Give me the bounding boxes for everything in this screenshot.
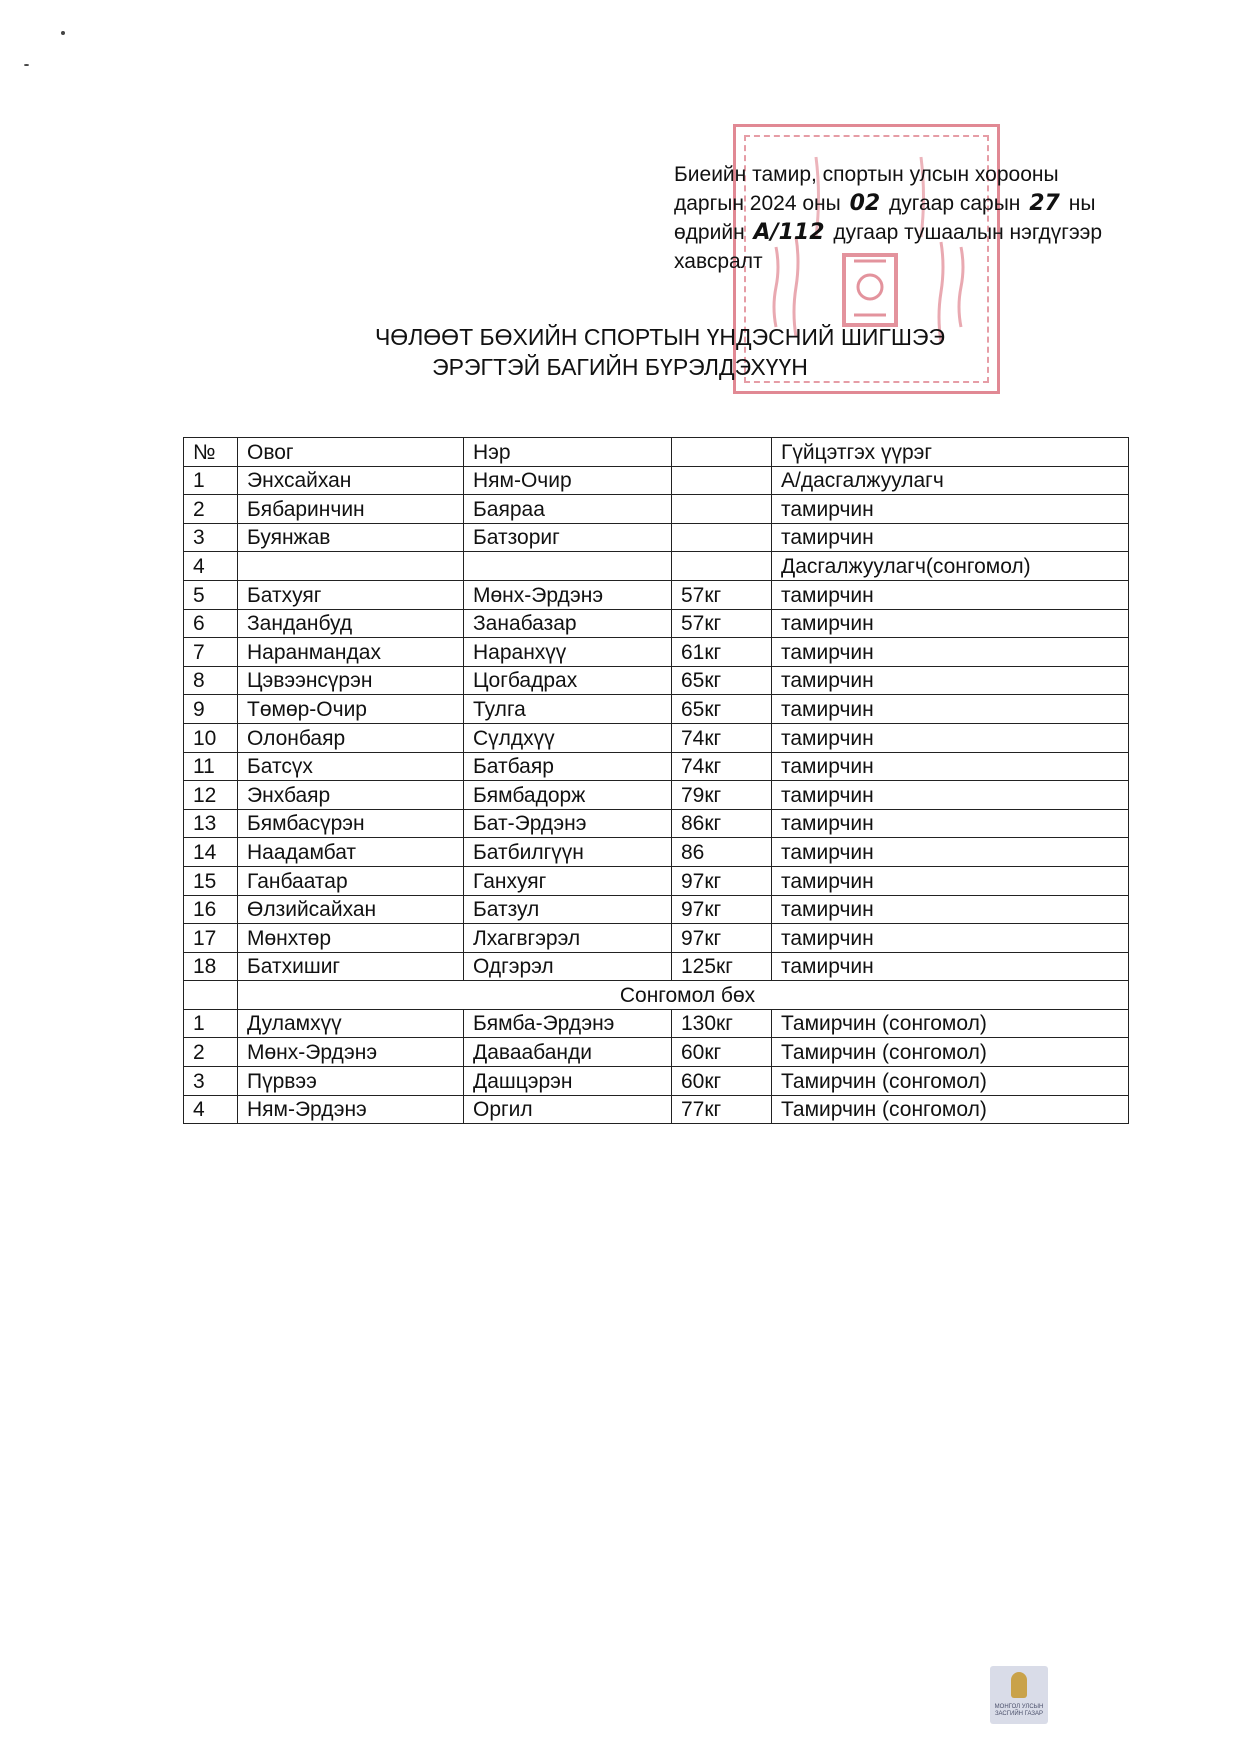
- section-label: Сонгомол бөх: [238, 981, 1129, 1010]
- given-name-cell: Сүлдхүү: [464, 723, 672, 752]
- weight-class-cell: 97кг: [672, 866, 772, 895]
- row-number-cell: 1: [184, 1009, 238, 1038]
- role-cell: тамирчин: [772, 666, 1129, 695]
- given-name-cell: Батзориг: [464, 523, 672, 552]
- weight-class-cell: [672, 552, 772, 581]
- row-number-cell: 8: [184, 666, 238, 695]
- surname-cell: Олонбаяр: [238, 723, 464, 752]
- table-row: [184, 924, 1129, 953]
- role-cell: Тамирчин (сонгомол): [772, 1067, 1129, 1096]
- given-name-cell: Бат-Эрдэнэ: [464, 809, 672, 838]
- row-number-cell: 3: [184, 1067, 238, 1096]
- table-row: [184, 552, 1129, 581]
- role-cell: тамирчин: [772, 495, 1129, 524]
- surname-cell: Овог: [238, 438, 464, 467]
- scan-speck: [24, 64, 29, 66]
- surname-cell: Өлзийсайхан: [238, 895, 464, 924]
- handwritten-order-number: А/112: [753, 220, 825, 245]
- table-row-optional: [184, 1038, 1129, 1067]
- weight-class-cell: 130кг: [672, 1009, 772, 1038]
- role-cell: тамирчин: [772, 924, 1129, 953]
- surname-cell: Цэвээнсүрэн: [238, 666, 464, 695]
- given-name-cell: Батзул: [464, 895, 672, 924]
- row-number-cell: 15: [184, 866, 238, 895]
- weight-class-cell: 86: [672, 838, 772, 867]
- given-name-cell: Дашцэрэн: [464, 1067, 672, 1096]
- table-row: [184, 495, 1129, 524]
- government-logo: [990, 1666, 1048, 1724]
- document-title-line-1: ЧӨЛӨӨТ БӨХИЙН СПОРТЫН ҮНДЭСНИЙ ШИГШЭЭ: [374, 324, 946, 350]
- weight-class-cell: 74кг: [672, 723, 772, 752]
- role-cell: А/дасгалжуулагч: [772, 466, 1129, 495]
- given-name-cell: Батбаяр: [464, 752, 672, 781]
- row-number-cell: 2: [184, 1038, 238, 1067]
- surname-cell: Төмөр-Очир: [238, 695, 464, 724]
- row-number-cell: 4: [184, 1095, 238, 1124]
- header-line-1: Биеийн тамир, спортын улсын хорооны: [674, 163, 1059, 186]
- weight-class-cell: [672, 523, 772, 552]
- table-row: [184, 723, 1129, 752]
- table-row: [184, 638, 1129, 667]
- role-cell: тамирчин: [772, 809, 1129, 838]
- row-number-cell: 18: [184, 952, 238, 981]
- handwritten-month: 02: [849, 191, 881, 216]
- surname-cell: Занданбуд: [238, 609, 464, 638]
- surname-cell: Ням-Эрдэнэ: [238, 1095, 464, 1124]
- role-cell: тамирчин: [772, 523, 1129, 552]
- row-number-cell: 11: [184, 752, 238, 781]
- weight-class-cell: [672, 495, 772, 524]
- logo-caption-1: МОНГОЛ УЛСЫН: [994, 1704, 1044, 1710]
- row-number-cell: 9: [184, 695, 238, 724]
- table-row: [184, 523, 1129, 552]
- table-row: [184, 809, 1129, 838]
- table-row: [184, 666, 1129, 695]
- table-row: [184, 752, 1129, 781]
- row-number-cell: №: [184, 438, 238, 467]
- role-cell: тамирчин: [772, 952, 1129, 981]
- role-cell: Тамирчин (сонгомол): [772, 1095, 1129, 1124]
- table-row: [184, 695, 1129, 724]
- table-row: [184, 838, 1129, 867]
- weight-class-cell: 57кг: [672, 580, 772, 609]
- given-name-cell: Наранхүү: [464, 638, 672, 667]
- table-row: [184, 609, 1129, 638]
- row-number-cell: 1: [184, 466, 238, 495]
- surname-cell: Ганбаатар: [238, 866, 464, 895]
- role-cell: тамирчин: [772, 723, 1129, 752]
- row-number-cell: 3: [184, 523, 238, 552]
- given-name-cell: Оргил: [464, 1095, 672, 1124]
- row-number-cell: 17: [184, 924, 238, 953]
- weight-class-cell: 77кг: [672, 1095, 772, 1124]
- row-number-cell: 2: [184, 495, 238, 524]
- weight-class-cell: 86кг: [672, 809, 772, 838]
- team-roster-table: [183, 437, 1129, 1124]
- weight-class-cell: 57кг: [672, 609, 772, 638]
- role-cell: Тамирчин (сонгомол): [772, 1038, 1129, 1067]
- row-number-cell: 14: [184, 838, 238, 867]
- given-name-cell: [464, 552, 672, 581]
- surname-cell: Батсүх: [238, 752, 464, 781]
- scan-speck: [61, 31, 65, 35]
- table-row: [184, 781, 1129, 810]
- role-cell: Гүйцэтгэх үүрэг: [772, 438, 1129, 467]
- given-name-cell: Ганхуяг: [464, 866, 672, 895]
- logo-caption-2: ЗАСГИЙН ГАЗАР: [994, 1711, 1044, 1717]
- header-line-3-suffix: дугаар тушаалын нэгдүгээр: [833, 221, 1103, 244]
- surname-cell: [238, 552, 464, 581]
- weight-class-cell: 97кг: [672, 895, 772, 924]
- weight-class-cell: [672, 438, 772, 467]
- surname-cell: Энхсайхан: [238, 466, 464, 495]
- row-number-cell: 4: [184, 552, 238, 581]
- header-line-3-prefix: өдрийн: [674, 221, 745, 244]
- given-name-cell: Цогбадрах: [464, 666, 672, 695]
- weight-class-cell: 60кг: [672, 1067, 772, 1096]
- weight-class-cell: 61кг: [672, 638, 772, 667]
- table-header-row: [184, 438, 1129, 467]
- table-row-optional: [184, 1009, 1129, 1038]
- role-cell: тамирчин: [772, 781, 1129, 810]
- role-cell: тамирчин: [772, 609, 1129, 638]
- surname-cell: Бябаринчин: [238, 495, 464, 524]
- surname-cell: Наадамбат: [238, 838, 464, 867]
- header-line-4: хавсралт: [674, 250, 763, 273]
- document-title-line-2: ЭРЭГТЭЙ БАГИЙН БҮРЭЛДЭХҮҮН: [432, 354, 808, 380]
- table-row-optional: [184, 1067, 1129, 1096]
- weight-class-cell: 79кг: [672, 781, 772, 810]
- surname-cell: Мөнх-Эрдэнэ: [238, 1038, 464, 1067]
- role-cell: тамирчин: [772, 895, 1129, 924]
- surname-cell: Мөнхтөр: [238, 924, 464, 953]
- row-number-cell: 12: [184, 781, 238, 810]
- weight-class-cell: 125кг: [672, 952, 772, 981]
- table-row: [184, 866, 1129, 895]
- surname-cell: Энхбаяр: [238, 781, 464, 810]
- role-cell: тамирчин: [772, 580, 1129, 609]
- role-cell: Дасгалжуулагч(сонгомол): [772, 552, 1129, 581]
- soyombo-icon: [1011, 1672, 1027, 1698]
- roster-body: [184, 438, 1129, 1124]
- given-name-cell: Бямбадорж: [464, 781, 672, 810]
- weight-class-cell: [672, 466, 772, 495]
- surname-cell: Батхишиг: [238, 952, 464, 981]
- handwritten-day: 27: [1029, 191, 1060, 216]
- surname-cell: Наранмандах: [238, 638, 464, 667]
- role-cell: тамирчин: [772, 838, 1129, 867]
- given-name-cell: Мөнх-Эрдэнэ: [464, 580, 672, 609]
- table-row: [184, 466, 1129, 495]
- weight-class-cell: 60кг: [672, 1038, 772, 1067]
- section-empty-cell: [184, 981, 238, 1010]
- given-name-cell: Одгэрэл: [464, 952, 672, 981]
- given-name-cell: Тулга: [464, 695, 672, 724]
- surname-cell: Пүрвээ: [238, 1067, 464, 1096]
- table-row-optional: [184, 1095, 1129, 1124]
- appendix-header-note: [674, 160, 1152, 276]
- weight-class-cell: 65кг: [672, 666, 772, 695]
- row-number-cell: 6: [184, 609, 238, 638]
- given-name-cell: Даваабанди: [464, 1038, 672, 1067]
- header-line-2-prefix: даргын 2024 оны: [674, 192, 841, 215]
- row-number-cell: 7: [184, 638, 238, 667]
- given-name-cell: Бямба-Эрдэнэ: [464, 1009, 672, 1038]
- table-row: [184, 952, 1129, 981]
- role-cell: тамирчин: [772, 638, 1129, 667]
- given-name-cell: Лхагвгэрэл: [464, 924, 672, 953]
- surname-cell: Батхуяг: [238, 580, 464, 609]
- weight-class-cell: 97кг: [672, 924, 772, 953]
- given-name-cell: Ням-Очир: [464, 466, 672, 495]
- weight-class-cell: 74кг: [672, 752, 772, 781]
- row-number-cell: 10: [184, 723, 238, 752]
- given-name-cell: Нэр: [464, 438, 672, 467]
- surname-cell: Дуламхүү: [238, 1009, 464, 1038]
- table-row: [184, 895, 1129, 924]
- given-name-cell: Баяраа: [464, 495, 672, 524]
- weight-class-cell: 65кг: [672, 695, 772, 724]
- row-number-cell: 5: [184, 580, 238, 609]
- role-cell: тамирчин: [772, 695, 1129, 724]
- table-row: [184, 580, 1129, 609]
- surname-cell: Бямбасүрэн: [238, 809, 464, 838]
- row-number-cell: 16: [184, 895, 238, 924]
- given-name-cell: Занабазар: [464, 609, 672, 638]
- given-name-cell: Батбилгүүн: [464, 838, 672, 867]
- row-number-cell: 13: [184, 809, 238, 838]
- role-cell: тамирчин: [772, 752, 1129, 781]
- section-row: [184, 981, 1129, 1010]
- header-line-2-suffix: ны: [1068, 192, 1096, 215]
- role-cell: Тамирчин (сонгомол): [772, 1009, 1129, 1038]
- role-cell: тамирчин: [772, 866, 1129, 895]
- surname-cell: Буянжав: [238, 523, 464, 552]
- header-line-2-middle: дугаар сарын: [889, 192, 1021, 215]
